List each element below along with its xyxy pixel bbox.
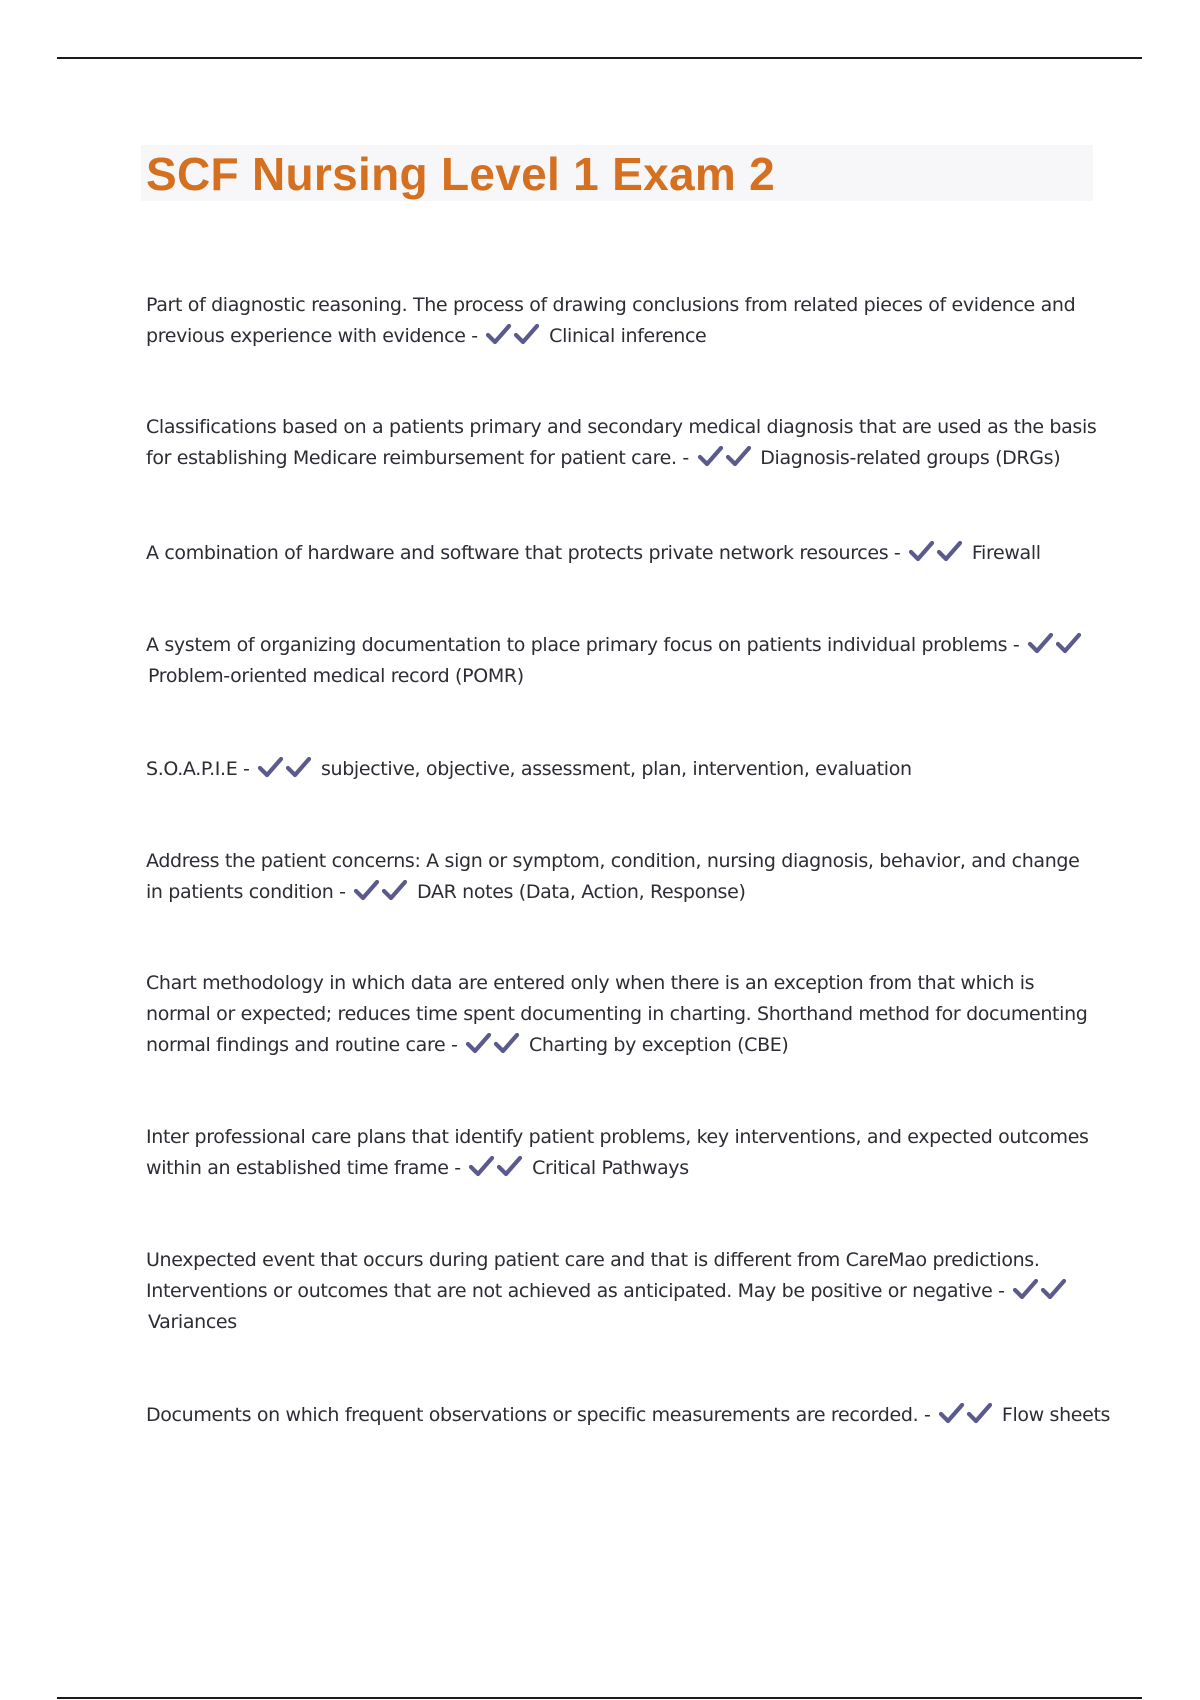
check-icon [485,324,513,346]
qa-entry-4 [146,630,1101,692]
qa-entry-2 [146,412,1101,474]
check-icon [353,880,381,902]
answer-text: Clinical inference [549,325,707,347]
question-text: A system of organizing documentation to place primary focus on patients individual problems - [146,634,1020,656]
check-icon [465,1033,493,1055]
answer-text: Firewall [971,542,1041,564]
qa-entry-9 [146,1245,1101,1338]
top-rule [57,57,1142,59]
check-icon [1027,633,1055,655]
question-text: Documents on which frequent observations or specific measurements are recorded. - [146,1404,931,1426]
answer-text: DAR notes (Data, Action, Response) [417,881,746,903]
page-title: SCF Nursing Level 1 Exam 2 [146,148,776,200]
check-icon [381,880,409,902]
bottom-rule [57,1697,1142,1699]
qa-entry-8 [146,1122,1101,1184]
answer-text: Problem-oriented medical record (POMR) [148,665,524,687]
question-text: Unexpected event that occurs during patient care and that is different from CareMao predictions. Interventions or outcomes that are not achieved as anticipated. May be positive or negative - [146,1249,1040,1302]
check-icon [1012,1279,1040,1301]
question-text: Part of diagnostic reasoning. The process of drawing conclusions from related pieces of evidence and previous experience with evidence - [146,294,1076,347]
qa-entry-6 [146,846,1101,908]
check-icon [285,757,313,779]
check-icon [468,1156,496,1178]
answer-text: Charting by exception (CBE) [528,1034,789,1056]
check-icon [938,1403,966,1425]
check-icon [697,446,725,468]
check-icon [936,541,964,563]
check-icon [1040,1279,1068,1301]
check-icon [908,541,936,563]
qa-entry-3 [146,538,1101,569]
question-text: Inter professional care plans that identify patient problems, key interventions, and expected outcomes within an established time frame - [146,1126,1089,1179]
qa-entry-5 [146,754,1101,785]
qa-entry-10 [146,1400,1136,1431]
answer-text: Critical Pathways [532,1157,689,1179]
question-text: Chart methodology in which data are entered only when there is an exception from that which is normal or expected; reduces time spent documenting in charting. Shorthand method for documenting normal findings and routine care - [146,972,1088,1056]
answer-text: Diagnosis-related groups (DRGs) [760,447,1061,469]
question-text: A combination of hardware and software that protects private network resources - [146,542,901,564]
question-text: S.O.A.P.I.E - [146,758,250,780]
check-icon [1055,633,1083,655]
question-text: Classifications based on a patients primary and secondary medical diagnosis that are used as the basis for establishing Medicare reimbursement for patient care. - [146,416,1097,469]
check-icon [257,757,285,779]
answer-text: Flow sheets [1001,1404,1111,1426]
check-icon [966,1403,994,1425]
answer-text: Variances [148,1311,237,1333]
check-icon [496,1156,524,1178]
qa-entry-1 [146,290,1101,352]
check-icon [725,446,753,468]
check-icon [513,324,541,346]
answer-text: subjective, objective, assessment, plan, intervention, evaluation [320,758,912,780]
qa-entry-7 [146,968,1101,1061]
question-text: Address the patient concerns: A sign or symptom, condition, nursing diagnosis, behavior, and change in patients condition - [146,850,1080,903]
check-icon [493,1033,521,1055]
